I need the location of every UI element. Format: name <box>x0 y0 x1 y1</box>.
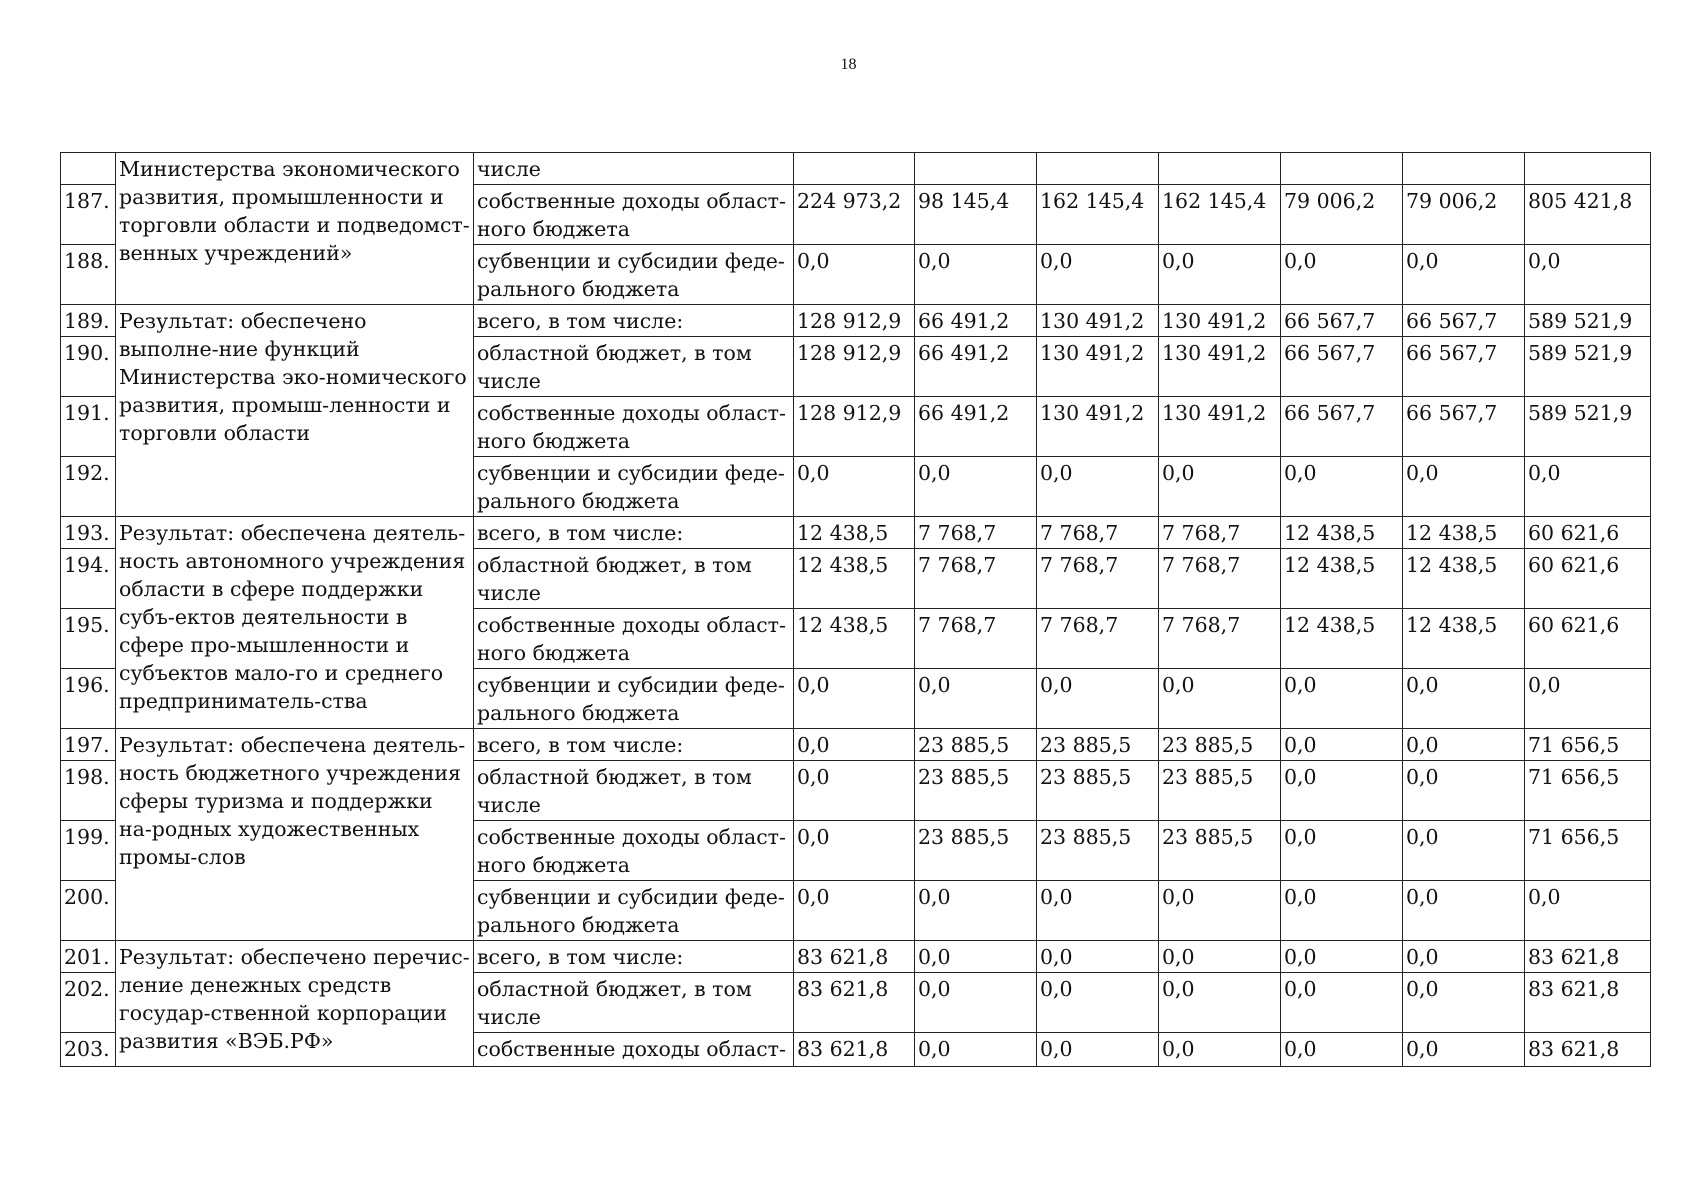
group-description: Результат: обеспечено перечис-ление денежных средств государ-ственной корпорации развития «ВЭБ.РФ» <box>116 941 474 1067</box>
amount-cell: 589 521,9 <box>1525 305 1651 337</box>
amount-cell: 0,0 <box>1281 245 1403 305</box>
amount-cell: 0,0 <box>915 881 1037 941</box>
amount-cell: 79 006,2 <box>1403 185 1525 245</box>
amount-cell: 83 621,8 <box>794 1033 915 1067</box>
funding-source: собственные доходы област-ного бюджета <box>474 185 794 245</box>
table-row <box>61 305 1651 337</box>
funding-source: субвенции и субсидии феде-рального бюджета <box>474 457 794 517</box>
amount-cell: 130 491,2 <box>1037 305 1159 337</box>
amount-cell: 0,0 <box>1281 941 1403 973</box>
amount-cell: 130 491,2 <box>1159 305 1281 337</box>
row-number: 195. <box>61 609 116 669</box>
amount-cell: 0,0 <box>915 973 1037 1033</box>
amount-cell: 0,0 <box>794 761 915 821</box>
amount-cell: 128 912,9 <box>794 305 915 337</box>
amount-cell: 0,0 <box>915 669 1037 729</box>
amount-cell: 0,0 <box>794 881 915 941</box>
amount-cell: 23 885,5 <box>1159 761 1281 821</box>
amount-cell: 66 567,7 <box>1403 397 1525 457</box>
amount-cell: 162 145,4 <box>1037 185 1159 245</box>
amount-cell: 12 438,5 <box>794 609 915 669</box>
row-number: 197. <box>61 729 116 761</box>
amount-cell: 128 912,9 <box>794 337 915 397</box>
row-number: 199. <box>61 821 116 881</box>
row-number: 200. <box>61 881 116 941</box>
amount-cell: 130 491,2 <box>1159 337 1281 397</box>
amount-cell: 0,0 <box>1403 729 1525 761</box>
amount-cell: 0,0 <box>1525 457 1651 517</box>
amount-cell: 0,0 <box>1403 669 1525 729</box>
row-number: 203. <box>61 1033 116 1067</box>
amount-cell: 66 567,7 <box>1281 337 1403 397</box>
row-number: 190. <box>61 337 116 397</box>
amount-cell: 0,0 <box>1037 457 1159 517</box>
row-number: 198. <box>61 761 116 821</box>
amount-cell: 0,0 <box>1159 1033 1281 1067</box>
amount-cell: 0,0 <box>1281 821 1403 881</box>
amount-cell: 7 768,7 <box>1159 609 1281 669</box>
amount-cell: 0,0 <box>1525 881 1651 941</box>
page-number: 18 <box>840 56 857 73</box>
funding-source: собственные доходы област-ного бюджета <box>474 821 794 881</box>
amount-cell: 66 567,7 <box>1403 305 1525 337</box>
amount-cell: 71 656,5 <box>1525 761 1651 821</box>
funding-source: субвенции и субсидии феде-рального бюджета <box>474 669 794 729</box>
amount-cell: 12 438,5 <box>1403 517 1525 549</box>
amount-cell: 0,0 <box>1159 941 1281 973</box>
amount-cell: 66 491,2 <box>915 305 1037 337</box>
amount-cell: 0,0 <box>1037 669 1159 729</box>
amount-cell: 0,0 <box>1403 821 1525 881</box>
amount-cell: 0,0 <box>1281 1033 1403 1067</box>
amount-cell: 71 656,5 <box>1525 821 1651 881</box>
amount-cell <box>1403 153 1525 185</box>
amount-cell: 130 491,2 <box>1037 397 1159 457</box>
row-number: 193. <box>61 517 116 549</box>
amount-cell: 0,0 <box>1281 729 1403 761</box>
amount-cell: 0,0 <box>1403 881 1525 941</box>
funding-source: субвенции и субсидии феде-рального бюджета <box>474 245 794 305</box>
amount-cell: 83 621,8 <box>1525 973 1651 1033</box>
amount-cell: 7 768,7 <box>1037 549 1159 609</box>
amount-cell <box>1159 153 1281 185</box>
funding-source: всего, в том числе: <box>474 729 794 761</box>
amount-cell: 0,0 <box>1037 881 1159 941</box>
amount-cell: 23 885,5 <box>1037 821 1159 881</box>
amount-cell: 7 768,7 <box>915 609 1037 669</box>
funding-source: областной бюджет, в том числе <box>474 337 794 397</box>
amount-cell: 589 521,9 <box>1525 397 1651 457</box>
amount-cell: 0,0 <box>915 245 1037 305</box>
amount-cell: 805 421,8 <box>1525 185 1651 245</box>
amount-cell: 12 438,5 <box>1281 517 1403 549</box>
amount-cell: 12 438,5 <box>794 549 915 609</box>
amount-cell: 66 491,2 <box>915 337 1037 397</box>
funding-source: всего, в том числе: <box>474 941 794 973</box>
funding-source: собственные доходы област- <box>474 1033 794 1067</box>
amount-cell: 23 885,5 <box>915 761 1037 821</box>
amount-cell: 0,0 <box>1037 1033 1159 1067</box>
row-number: 194. <box>61 549 116 609</box>
amount-cell: 23 885,5 <box>1037 761 1159 821</box>
amount-cell: 0,0 <box>1403 941 1525 973</box>
amount-cell: 0,0 <box>1159 669 1281 729</box>
amount-cell: 0,0 <box>1159 457 1281 517</box>
amount-cell: 0,0 <box>1525 245 1651 305</box>
amount-cell: 0,0 <box>1037 245 1159 305</box>
amount-cell: 7 768,7 <box>1159 517 1281 549</box>
table-body <box>61 153 1651 1067</box>
amount-cell: 0,0 <box>794 821 915 881</box>
row-number: 192. <box>61 457 116 517</box>
amount-cell: 60 621,6 <box>1525 609 1651 669</box>
amount-cell: 0,0 <box>794 245 915 305</box>
amount-cell <box>794 153 915 185</box>
amount-cell: 0,0 <box>1037 973 1159 1033</box>
funding-source: собственные доходы област-ного бюджета <box>474 397 794 457</box>
amount-cell: 7 768,7 <box>915 549 1037 609</box>
amount-cell: 0,0 <box>1403 457 1525 517</box>
amount-cell: 12 438,5 <box>794 517 915 549</box>
amount-cell: 0,0 <box>915 941 1037 973</box>
amount-cell: 12 438,5 <box>1281 549 1403 609</box>
amount-cell: 0,0 <box>1159 881 1281 941</box>
table-row <box>61 729 1651 761</box>
funding-source: числе <box>474 153 794 185</box>
amount-cell: 0,0 <box>1281 761 1403 821</box>
amount-cell: 83 621,8 <box>794 941 915 973</box>
funding-source: всего, в том числе: <box>474 305 794 337</box>
amount-cell: 0,0 <box>915 1033 1037 1067</box>
table-row <box>61 941 1651 973</box>
amount-cell: 589 521,9 <box>1525 337 1651 397</box>
row-number: 189. <box>61 305 116 337</box>
group-description: Результат: обеспечена деятель-ность бюджетного учреждения сферы туризма и поддержки на-родных художественных промы-слов <box>116 729 474 941</box>
row-number: 201. <box>61 941 116 973</box>
group-description: Министерства экономического развития, промышленности и торговли области и подведомст-венных учреждений» <box>116 153 474 305</box>
amount-cell: 83 621,8 <box>794 973 915 1033</box>
table-row <box>61 517 1651 549</box>
amount-cell: 12 438,5 <box>1403 549 1525 609</box>
amount-cell: 12 438,5 <box>1403 609 1525 669</box>
amount-cell: 0,0 <box>1403 973 1525 1033</box>
amount-cell: 79 006,2 <box>1281 185 1403 245</box>
amount-cell: 7 768,7 <box>915 517 1037 549</box>
amount-cell: 162 145,4 <box>1159 185 1281 245</box>
amount-cell: 0,0 <box>1403 1033 1525 1067</box>
amount-cell: 23 885,5 <box>915 729 1037 761</box>
amount-cell: 0,0 <box>1281 973 1403 1033</box>
funding-source: областной бюджет, в том числе <box>474 973 794 1033</box>
amount-cell: 12 438,5 <box>1281 609 1403 669</box>
funding-source: собственные доходы област-ного бюджета <box>474 609 794 669</box>
amount-cell: 60 621,6 <box>1525 549 1651 609</box>
amount-cell: 0,0 <box>1403 245 1525 305</box>
amount-cell: 23 885,5 <box>1037 729 1159 761</box>
amount-cell: 0,0 <box>794 729 915 761</box>
amount-cell <box>915 153 1037 185</box>
amount-cell: 66 567,7 <box>1403 337 1525 397</box>
amount-cell: 0,0 <box>1525 669 1651 729</box>
amount-cell: 0,0 <box>1159 973 1281 1033</box>
funding-source: областной бюджет, в том числе <box>474 761 794 821</box>
amount-cell: 66 491,2 <box>915 397 1037 457</box>
funding-source: областной бюджет, в том числе <box>474 549 794 609</box>
amount-cell: 60 621,6 <box>1525 517 1651 549</box>
amount-cell <box>1281 153 1403 185</box>
amount-cell: 7 768,7 <box>1037 609 1159 669</box>
amount-cell: 71 656,5 <box>1525 729 1651 761</box>
group-description: Результат: обеспечена деятель-ность автономного учреждения области в сфере поддержки субъ-ектов деятельности в сфере про-мышленности и субъектов мало-го и среднего предприниматель-ства <box>116 517 474 729</box>
row-number: 202. <box>61 973 116 1033</box>
amount-cell: 83 621,8 <box>1525 1033 1651 1067</box>
amount-cell: 7 768,7 <box>1159 549 1281 609</box>
amount-cell: 0,0 <box>1159 245 1281 305</box>
row-number <box>61 153 116 185</box>
amount-cell: 0,0 <box>1281 881 1403 941</box>
amount-cell: 0,0 <box>1281 669 1403 729</box>
amount-cell: 83 621,8 <box>1525 941 1651 973</box>
amount-cell: 0,0 <box>794 669 915 729</box>
amount-cell: 130 491,2 <box>1159 397 1281 457</box>
amount-cell: 0,0 <box>1403 761 1525 821</box>
funding-source: субвенции и субсидии феде-рального бюджета <box>474 881 794 941</box>
amount-cell: 0,0 <box>1037 941 1159 973</box>
amount-cell: 7 768,7 <box>1037 517 1159 549</box>
amount-cell: 98 145,4 <box>915 185 1037 245</box>
amount-cell: 224 973,2 <box>794 185 915 245</box>
amount-cell: 130 491,2 <box>1037 337 1159 397</box>
row-number: 196. <box>61 669 116 729</box>
amount-cell: 66 567,7 <box>1281 397 1403 457</box>
amount-cell <box>1037 153 1159 185</box>
row-number: 191. <box>61 397 116 457</box>
budget-table <box>60 152 1651 1067</box>
amount-cell: 128 912,9 <box>794 397 915 457</box>
amount-cell: 23 885,5 <box>1159 729 1281 761</box>
amount-cell: 23 885,5 <box>915 821 1037 881</box>
amount-cell: 0,0 <box>1281 457 1403 517</box>
amount-cell: 66 567,7 <box>1281 305 1403 337</box>
table-row <box>61 153 1651 185</box>
amount-cell <box>1525 153 1651 185</box>
amount-cell: 0,0 <box>794 457 915 517</box>
funding-source: всего, в том числе: <box>474 517 794 549</box>
amount-cell: 0,0 <box>915 457 1037 517</box>
amount-cell: 23 885,5 <box>1159 821 1281 881</box>
row-number: 187. <box>61 185 116 245</box>
group-description: Результат: обеспечено выполне-ние функций Министерства эко-номического развития, промыш-ленности и торговли области <box>116 305 474 517</box>
row-number: 188. <box>61 245 116 305</box>
